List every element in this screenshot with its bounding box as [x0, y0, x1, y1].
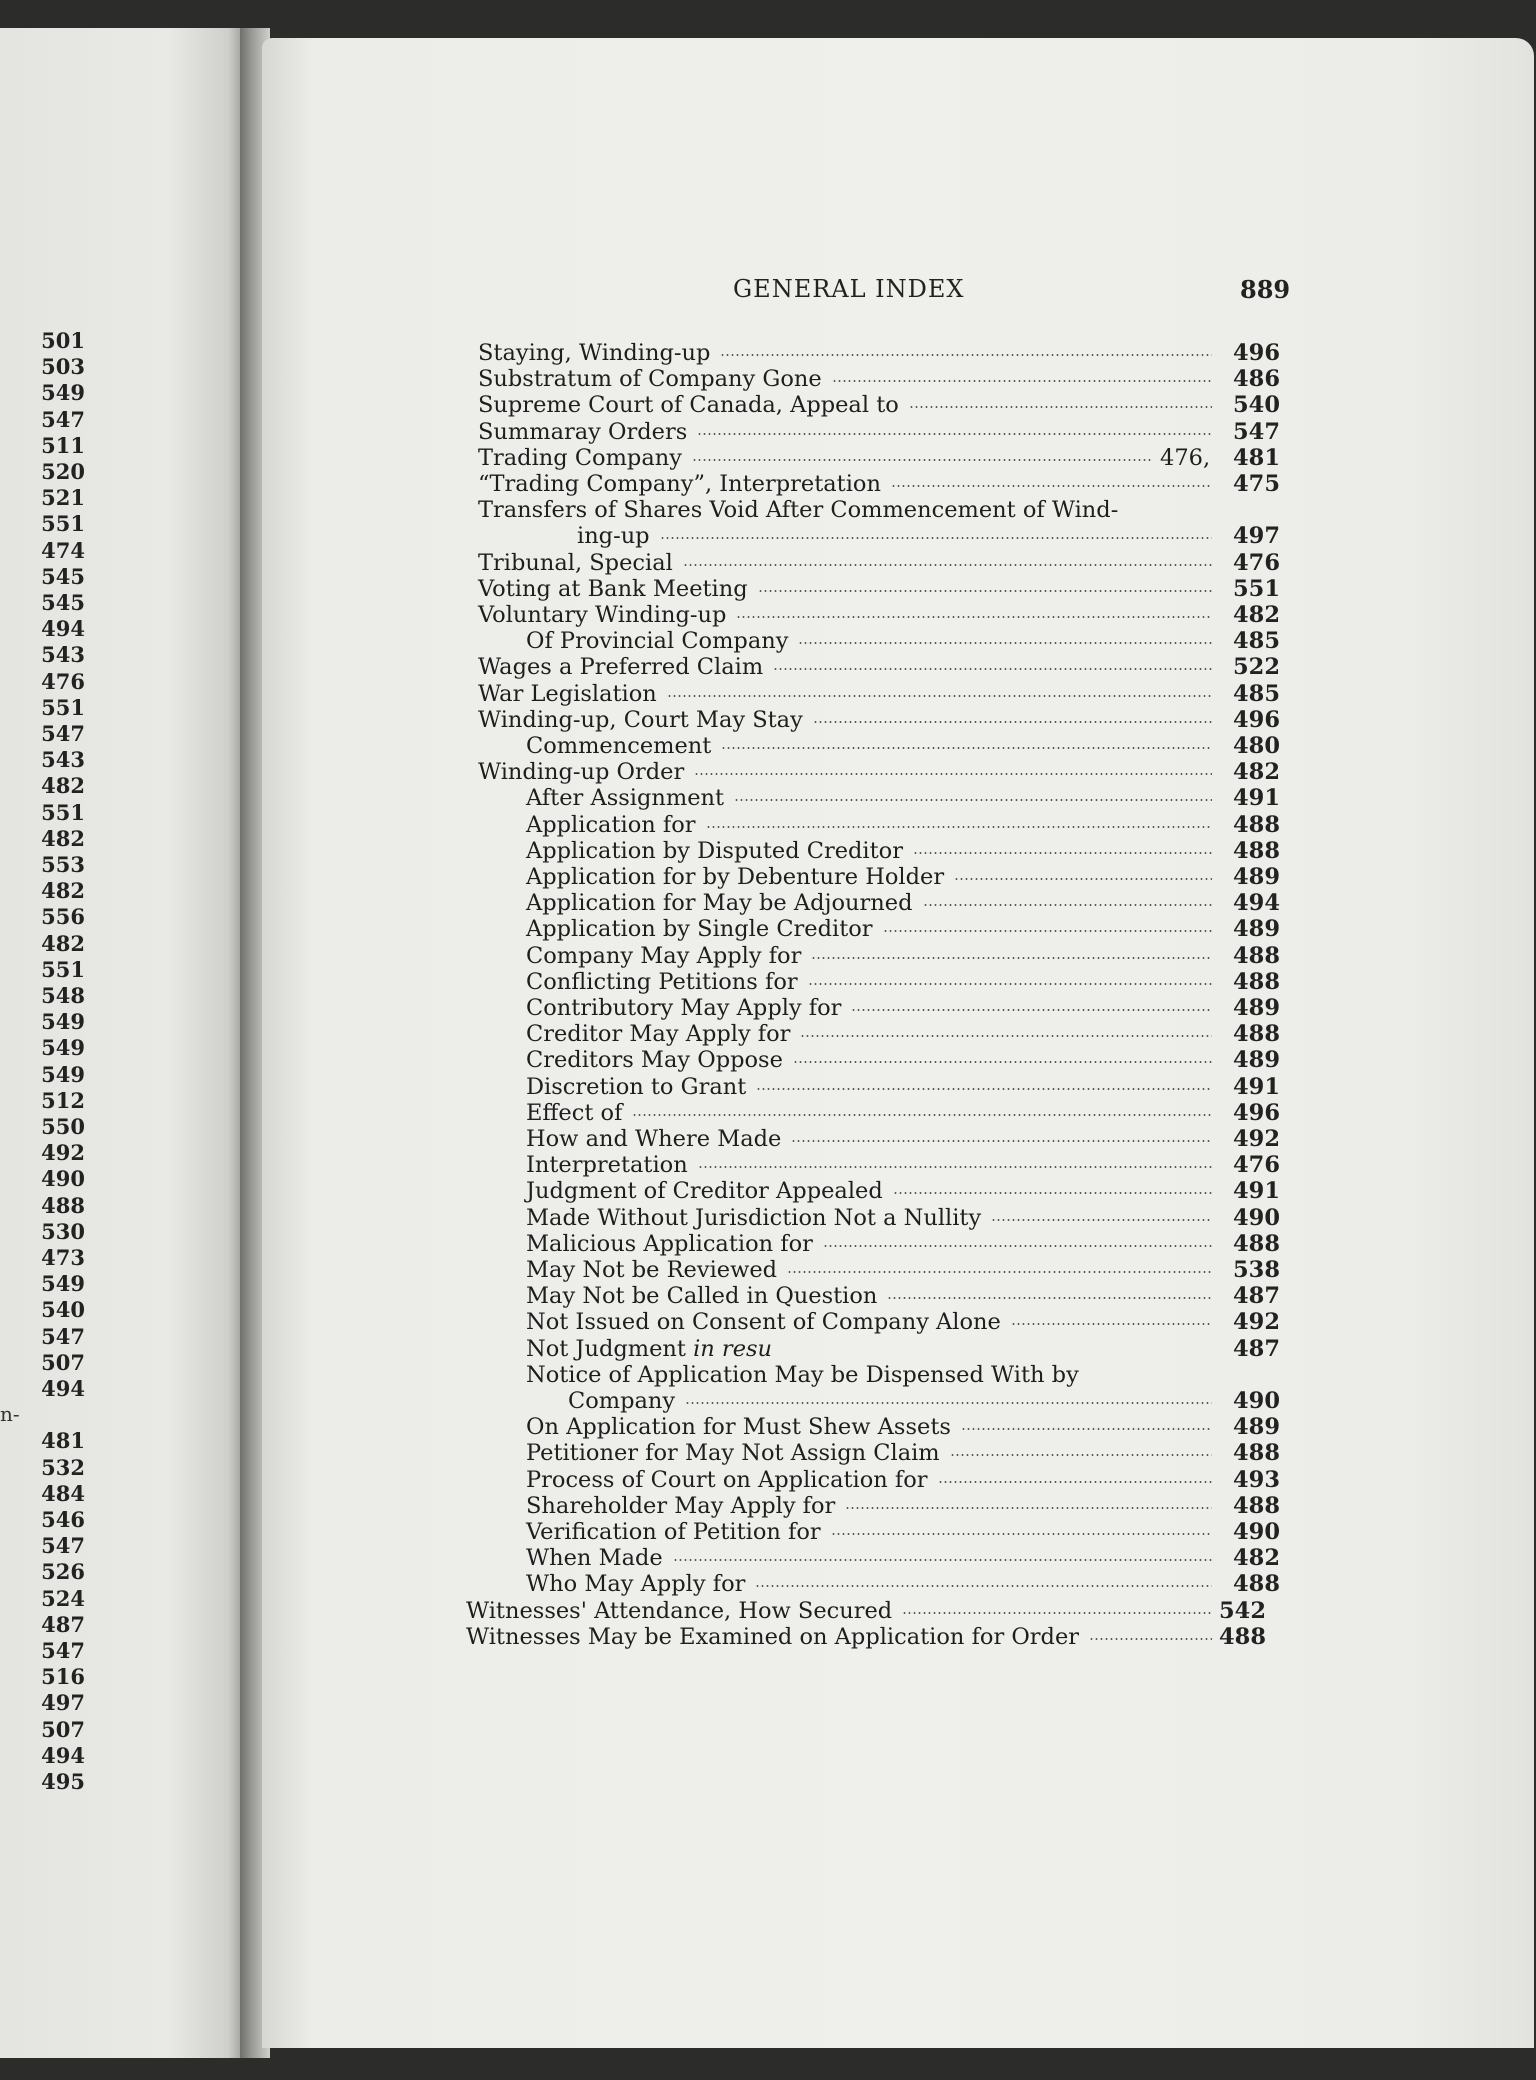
index-entry-page: 488: [1233, 968, 1280, 995]
dot-leader: [720, 354, 1212, 356]
dot-leader: [1011, 1323, 1212, 1325]
left-page-number: 548: [41, 983, 85, 1008]
index-entry: [0, 1178, 1536, 1204]
index-entry: [0, 1467, 1536, 1493]
dot-leader: [813, 721, 1212, 723]
index-entry-page: 488: [1233, 1571, 1280, 1598]
index-entry-text: ing-up: [577, 523, 650, 550]
index-entry: [0, 1571, 1536, 1597]
index-entry-page: 493: [1233, 1466, 1280, 1493]
left-page-number: 549: [41, 1271, 85, 1297]
index-entry-text: Petitioner for May Not Assign Claim: [526, 1440, 940, 1467]
index-entry-text: Company: [568, 1388, 676, 1414]
left-page-number: 547: [41, 406, 85, 432]
index-entry-page: 490: [1233, 1204, 1280, 1231]
left-page-number: 487: [41, 1611, 85, 1637]
left-page-number: 556: [41, 904, 85, 930]
left-page-number: 547: [41, 1323, 85, 1349]
index-entry-text: Application by Single Creditor: [526, 916, 873, 943]
index-entry-page: 538: [1233, 1257, 1280, 1283]
index-entry-page: 485: [1233, 680, 1280, 707]
index-entry-page: 488: [1233, 1021, 1280, 1048]
index-entry: [0, 366, 1536, 392]
index-entry-page: 494: [1233, 890, 1280, 917]
index-entry: [0, 681, 1536, 707]
index-entry: [0, 1624, 1536, 1650]
index-entry-text: Summaray Orders: [478, 418, 688, 445]
index-entry-text: Judgment of Creditor Appealed: [526, 1178, 883, 1205]
dot-leader: [734, 799, 1212, 801]
left-page-number: 547: [41, 1638, 85, 1663]
index-entry-page: 489: [1233, 864, 1280, 890]
dot-leader: [756, 1088, 1212, 1090]
index-entry: [0, 1126, 1536, 1152]
index-entry-page: 487: [1233, 1335, 1280, 1362]
left-page-number: 476: [41, 668, 85, 694]
index-entry-text: Trading Company: [478, 444, 682, 471]
left-page-number: 507: [41, 1716, 85, 1742]
left-page-number: 532: [41, 1454, 85, 1480]
dot-leader: [673, 1559, 1212, 1561]
index-entry-text: Conflicting Petitions for: [526, 968, 798, 995]
dot-leader: [893, 1192, 1212, 1194]
index-entry-text: Discretion to Grant: [526, 1073, 747, 1100]
index-entry-text: Application by Disputed Creditor: [526, 837, 903, 864]
index-entry-text: Creditor May Apply for: [526, 1021, 791, 1048]
dot-leader: [831, 1533, 1212, 1535]
dot-leader: [685, 1402, 1212, 1404]
page-number: 889: [1240, 275, 1291, 304]
index-entry: [0, 1519, 1536, 1545]
index-entry-text: Transfers of Shares Void After Commencement of Wind-: [478, 497, 1119, 524]
dot-leader: [773, 668, 1212, 670]
left-page-number: 551: [41, 511, 85, 537]
index-entry-page: 488: [1233, 942, 1280, 969]
index-entry: [0, 785, 1536, 811]
index-entry-text: “Trading Company”, Interpretation: [478, 471, 881, 497]
index-entry-text: Verification of Petition for: [526, 1519, 821, 1545]
index-entry-text: How and Where Made: [526, 1126, 782, 1152]
index-entry-text: War Legislation: [478, 680, 657, 707]
index-entry-page: 487: [1233, 1283, 1280, 1310]
index-entry-text: Tribunal, Special: [478, 549, 673, 576]
index-entry: [0, 943, 1536, 969]
left-page-number: 551: [41, 799, 85, 825]
index-entry: [0, 471, 1536, 497]
index-entry: [0, 1414, 1536, 1440]
dot-leader: [755, 1585, 1212, 1587]
index-entry-text: Application for May be Adjourned: [526, 890, 913, 917]
index-entry-page: 547: [1233, 418, 1280, 445]
index-entry: [0, 812, 1536, 838]
index-entry-text: Winding-up, Court May Stay: [478, 706, 803, 733]
index-entry-page: 488: [1233, 1492, 1280, 1519]
index-entry-text: Application for: [526, 811, 696, 838]
index-entry-text: Substratum of Company Gone: [478, 366, 822, 393]
index-entry-page: 488: [1233, 811, 1280, 838]
dot-leader: [851, 1009, 1212, 1011]
left-page-number: 543: [41, 747, 85, 773]
index-entry-page: 486: [1233, 366, 1280, 393]
index-entry-text: Voting at Bank Meeting: [478, 575, 748, 602]
index-entry-page: 476: [1233, 1152, 1280, 1179]
index-entry-text: Voluntary Winding-up: [478, 602, 727, 628]
index-entry: [0, 1283, 1536, 1309]
index-entry: [0, 1074, 1536, 1100]
index-entry: [0, 916, 1536, 942]
dot-leader: [697, 433, 1212, 435]
dot-leader: [845, 1507, 1212, 1509]
left-page-number: 507: [41, 1349, 85, 1375]
dot-leader: [950, 1454, 1212, 1456]
index-entry: [0, 576, 1536, 602]
index-entry: [0, 1047, 1536, 1073]
index-entry-page: 488: [1233, 837, 1280, 864]
index-entry-text: May Not be Called in Question: [526, 1283, 878, 1310]
dot-leader: [793, 1061, 1212, 1063]
index-entry-text: On Application for Must Shew Assets: [526, 1414, 951, 1441]
dot-leader: [913, 852, 1212, 854]
index-entry-page: 489: [1233, 916, 1280, 943]
index-entry: [0, 1362, 1536, 1388]
index-entry: [0, 602, 1536, 628]
index-entry: [0, 1100, 1536, 1126]
left-page-number: 545: [41, 563, 85, 589]
index-entry-text: Effect of: [526, 1099, 623, 1126]
left-page-number: 474: [41, 537, 85, 563]
dot-leader: [698, 1166, 1212, 1168]
dot-leader: [787, 1271, 1212, 1273]
index-entry-text: Winding-up Order: [478, 759, 685, 786]
index-entry: [0, 1205, 1536, 1231]
index-entry: [0, 1440, 1536, 1466]
dot-leader: [991, 1219, 1212, 1221]
left-page-number: 545: [41, 590, 85, 615]
index-entry-text: Notice of Application May be Dispensed With by: [526, 1361, 1079, 1388]
left-page-number: 551: [41, 694, 85, 720]
index-entry: [0, 995, 1536, 1021]
index-entry-page: 551: [1233, 575, 1280, 602]
left-page-number: 490: [41, 1166, 85, 1192]
index-entry: [0, 890, 1536, 916]
index-entry-text: After Assignment: [526, 785, 725, 812]
index-entry-text: Company May Apply for: [526, 942, 802, 969]
index-entry-page: 491: [1233, 785, 1280, 812]
left-page-number: 516: [41, 1664, 85, 1690]
index-entry-text: Supreme Court of Canada, Appeal to: [478, 392, 899, 419]
left-page-number: 549: [41, 1009, 85, 1035]
left-page-number: 494: [41, 1742, 85, 1768]
left-page-number: 501: [41, 328, 85, 353]
dot-leader: [736, 616, 1212, 618]
index-entry-text: Staying, Winding-up: [478, 340, 711, 366]
left-page-number: 550: [41, 1114, 85, 1139]
left-page-number: 549: [41, 1061, 85, 1087]
left-page-number: 551: [41, 956, 85, 982]
index-entry-page: 522: [1233, 654, 1280, 681]
index-entry-text: May Not be Reviewed: [526, 1257, 778, 1283]
index-entry: [0, 733, 1536, 759]
index-entry-text: Witnesses' Attendance, How Secured: [466, 1597, 893, 1624]
index-entry: [0, 419, 1536, 445]
index-entry: [0, 550, 1536, 576]
index-entry-extra-page: 476,: [1160, 444, 1211, 471]
index-entry-text: Contributory May Apply for: [526, 995, 842, 1021]
index-entry: [0, 1257, 1536, 1283]
index-entry: [0, 1231, 1536, 1257]
index-entry-page: 489: [1233, 1414, 1280, 1441]
index-entry: [0, 1493, 1536, 1519]
page-title: GENERAL INDEX: [733, 275, 965, 303]
dot-leader: [887, 1297, 1212, 1299]
index-entry: [0, 864, 1536, 890]
dot-leader: [683, 564, 1212, 566]
index-entry: [0, 707, 1536, 733]
index-entry-page: 488: [1219, 1623, 1266, 1650]
index-entry-text: Commencement: [526, 733, 712, 759]
index-entry: [0, 1545, 1536, 1571]
left-page-number: 546: [41, 1507, 85, 1532]
index-entry: [0, 654, 1536, 680]
left-page-number: 530: [41, 1218, 85, 1244]
dot-leader: [823, 1245, 1212, 1247]
left-page-number: 473: [41, 1245, 85, 1270]
left-page-number: 488: [41, 1192, 85, 1218]
dot-leader: [923, 904, 1213, 906]
left-page-number: 549: [41, 380, 85, 406]
index-entry-text: Shareholder May Apply for: [526, 1492, 836, 1519]
dot-leader: [938, 1481, 1212, 1483]
left-page-number: 482: [41, 930, 85, 956]
index-entry-text: Not Judgment in resu: [526, 1335, 773, 1362]
index-entry-text: Of Provincial Company: [526, 628, 789, 655]
dot-leader: [909, 406, 1212, 408]
dot-leader: [832, 380, 1212, 382]
dot-leader: [800, 1035, 1212, 1037]
index-entry: [0, 1388, 1536, 1414]
index-entry: [0, 1152, 1536, 1178]
index-entry-page: 489: [1233, 1047, 1280, 1074]
index-entry-page: 497: [1233, 523, 1280, 550]
left-page-number: 547: [41, 1533, 85, 1559]
left-page-number: 482: [41, 773, 85, 799]
index-entry-page: 542: [1219, 1597, 1266, 1624]
index-entry-page: 492: [1233, 1309, 1280, 1336]
index-entry-text: Process of Court on Application for: [526, 1466, 928, 1493]
left-page-number: 547: [41, 721, 85, 746]
index-entry-page: 491: [1233, 1178, 1280, 1205]
index-entry-page: 490: [1233, 1388, 1280, 1414]
index-entry-text: Not Issued on Consent of Company Alone: [526, 1309, 1001, 1336]
index-entry: [0, 1598, 1536, 1624]
index-entry-page: 496: [1233, 706, 1280, 733]
dot-leader: [811, 957, 1212, 959]
index-entry-page: 482: [1233, 759, 1280, 786]
dot-leader: [694, 773, 1212, 775]
dot-leader: [692, 459, 1152, 461]
index-entry-page: 490: [1233, 1519, 1280, 1545]
left-page-number: 484: [41, 1480, 85, 1506]
index-entry-text: Who May Apply for: [526, 1571, 746, 1598]
left-page-number: 495: [41, 1769, 85, 1794]
index-entry-page: 489: [1233, 995, 1280, 1021]
left-page-number: 520: [41, 459, 85, 484]
index-entry: [0, 523, 1536, 549]
index-entry: [0, 969, 1536, 995]
index-entry: [0, 1021, 1536, 1047]
index-entry: [0, 1309, 1536, 1335]
index-entry-text: Application for by Debenture Holder: [526, 864, 945, 890]
left-page-fragment: n-: [0, 1402, 20, 1427]
index-entry: [0, 392, 1536, 418]
left-page-number: 494: [41, 616, 85, 642]
index-entry-text: When Made: [526, 1545, 663, 1572]
index-entry: [0, 628, 1536, 654]
left-page-number: 503: [41, 354, 85, 380]
index-entry-page: 488: [1233, 1440, 1280, 1467]
left-page-number: 543: [41, 642, 85, 668]
index-entry: [0, 759, 1536, 785]
dot-leader: [632, 1114, 1212, 1116]
left-page-number: 549: [41, 1035, 85, 1061]
index-entry: [0, 445, 1536, 471]
index-entry-text: Witnesses May be Examined on Application for Order: [466, 1623, 1080, 1650]
dot-leader: [660, 537, 1212, 539]
left-page-number: 482: [41, 825, 85, 851]
left-page-number: 540: [41, 1297, 85, 1323]
dot-leader: [798, 642, 1212, 644]
index-entry-page: 488: [1233, 1230, 1280, 1257]
dot-leader: [667, 695, 1212, 697]
left-page-number: 497: [41, 1690, 85, 1716]
dot-leader: [891, 485, 1212, 487]
left-page-number: 511: [41, 432, 85, 458]
dot-leader: [791, 1140, 1212, 1142]
left-page-number: 524: [41, 1585, 85, 1611]
dot-leader: [883, 930, 1212, 932]
index-entry: [0, 1336, 1536, 1362]
left-page-number: 521: [41, 485, 85, 511]
index-entry-page: 491: [1233, 1073, 1280, 1100]
index-entry-text: Made Without Jurisdiction Not a Nullity: [526, 1204, 982, 1231]
index-entry-text: Interpretation: [526, 1152, 688, 1179]
left-page-number: 482: [41, 878, 85, 904]
index-entry-text: Creditors May Oppose: [526, 1047, 783, 1074]
index-entry: [0, 340, 1536, 366]
left-page-number: 494: [41, 1376, 85, 1401]
dot-leader: [721, 747, 1212, 749]
left-page-number: 512: [41, 1087, 85, 1113]
left-page-number: 553: [41, 852, 85, 877]
dot-leader: [1089, 1638, 1212, 1640]
index-entry-page: 475: [1233, 471, 1280, 497]
index-entry: [0, 497, 1536, 523]
dot-leader: [961, 1428, 1212, 1430]
dot-leader: [808, 983, 1212, 985]
left-page-number: 526: [41, 1559, 85, 1585]
index-entry-page: 485: [1233, 628, 1280, 655]
index-entry: [0, 838, 1536, 864]
index-entry-page: 492: [1233, 1126, 1280, 1152]
index-entry-page: 476: [1233, 549, 1280, 576]
index-entry-page: 496: [1233, 1099, 1280, 1126]
index-entry-text: Malicious Application for: [526, 1230, 813, 1257]
index-entry-page: 496: [1233, 340, 1280, 366]
index-entry-text: Wages a Preferred Claim: [478, 654, 764, 681]
dot-leader: [954, 878, 1212, 880]
dot-leader: [902, 1612, 1212, 1614]
dot-leader: [706, 826, 1212, 828]
index-entry-page: 482: [1233, 1545, 1280, 1572]
index-entry-page: 482: [1233, 602, 1280, 628]
dot-leader: [758, 590, 1212, 592]
left-page-number: 492: [41, 1140, 85, 1166]
index-entry-page: 480: [1233, 733, 1280, 759]
index-entry-page: 481: [1233, 444, 1280, 471]
left-page-number: 481: [41, 1428, 85, 1454]
index-entry-page: 540: [1233, 392, 1280, 419]
